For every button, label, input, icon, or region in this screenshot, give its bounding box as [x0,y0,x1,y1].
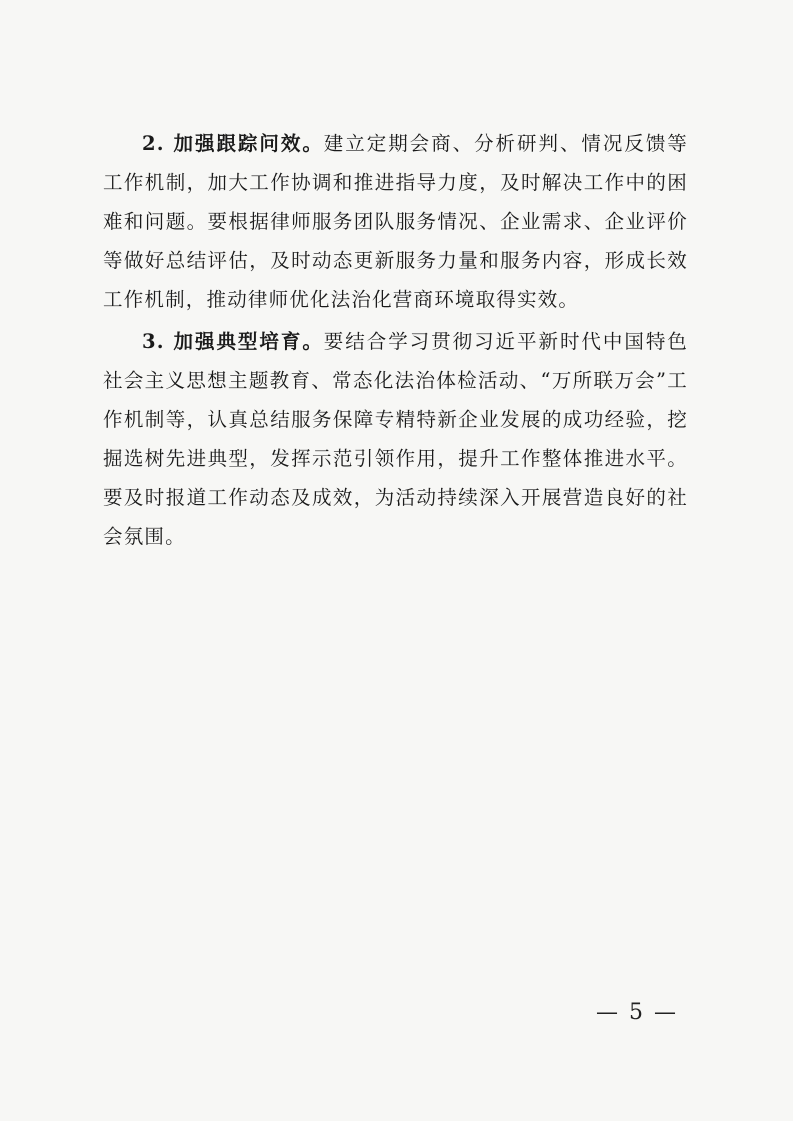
paragraph-text: 建立定期会商、分析研判、情况反馈等工作机制，加大工作协调和推进指导力度，及时解决工作中的困难和问题。要根据律师服务团队服务情况、企业需求、企业评价等做好总结评估，及时动态更新服务力量和服务内容，形成长效工作机制，推动律师优化法治化营商环境取得实效。 [103,132,688,311]
paragraph-tracking-effect [103,124,688,319]
paragraph-lead: 3. 加强典型培育。 [142,330,324,353]
paragraph-typical-cultivation [103,322,688,556]
paragraph-text: 要结合学习贯彻习近平新时代中国特色社会主义思想主题教育、常态化法治体检活动、“万所联万会”工作机制等，认真总结服务保障专精特新企业发展的成功经验，挖掘选树先进典型，发挥示范引领作用，提升工作整体推进水平。要及时报道工作动态及成效，为活动持续深入开展营造良好的社会氛围。 [103,330,688,548]
page-number: — 5 — [596,1000,678,1025]
paragraph-lead: 2. 加强跟踪问效。 [142,132,324,155]
document-body [103,124,688,559]
